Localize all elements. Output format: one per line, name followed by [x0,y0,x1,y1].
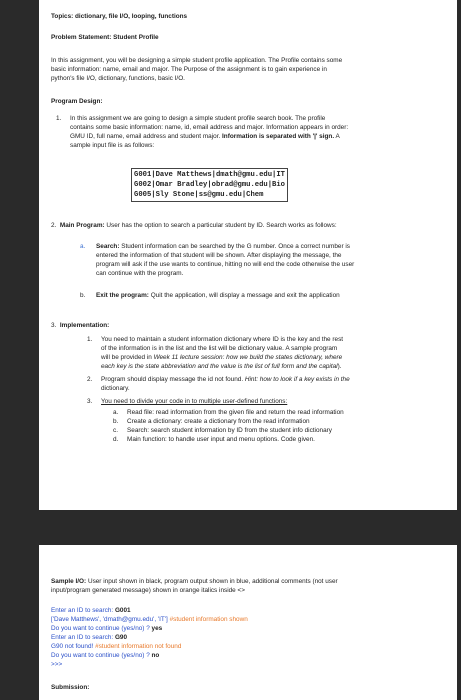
search-line-4: can continue with the program. [96,270,184,277]
design-line-3: GMU ID, full name, email address and student major. Information is separated with '|' sign. A [70,133,340,140]
implementation-item: 3. Implementation: [51,322,110,329]
exit-line: Exit the program: Quit the application, will display a message and exit the application [96,292,340,299]
sub-marker-b: b. [113,418,119,425]
design-number: 1. [56,115,62,122]
submission-heading: Submission: [51,684,90,691]
io-line: Do you want to continue (yes/no) ? no [51,652,160,659]
io-line: ['Dave Matthews', 'dmath@gmu.edu', 'IT'] #student information shown [51,616,248,623]
search-line-3: program will ask if the use wants to continue, hitting no will end the code otherwise the user [96,261,355,268]
sub-marker-c: c. [113,427,118,434]
document-page-2 [39,545,457,700]
impl-1-number: 1. [87,336,93,343]
io-line: Enter an ID to search: G001 [51,607,131,614]
impl-2-number: 2. [87,376,93,383]
io-line: Enter an ID to search: G90 [51,634,128,641]
impl-1-line-1: You need to maintain a student information dictionary where ID is the key and the rest [101,336,344,343]
impl-3-number: 3. [87,398,93,405]
document-page-1 [39,0,457,510]
design-line-2: contains some basic information: name, id, email address and major. Information appears in order: [70,124,349,131]
impl-3-line: You need to divide your code in to multiple user-defined functions: [101,398,288,405]
sub-marker-d: d. [113,436,119,443]
sample-input-file [131,168,288,202]
sample-io-line-2: input/program generated message) shown in orange italics inside <> [51,587,245,594]
problem-text-3: python's file I/O, dictionary, functions, basic I/O. [51,75,185,82]
search-line-2: entered the information of that student will be shown. After displaying the message, the [96,252,342,259]
sub-item-create-dictionary: Create a dictionary: create a dictionary from the read information [127,418,310,425]
problem-text-2: basic information: name, email and major. The Purpose of the assignment is to gain experience in [51,66,327,73]
sub-item-main-function: Main function: to handle user input and menu options. Code given. [127,436,315,443]
impl-2-line-1: Program should display message the id not found. Hint: how to look if a key exists in the [101,376,350,383]
sub-item-search: Search: search student information by ID from the student info dictionary [127,427,332,434]
io-line: >>> [51,661,63,668]
design-heading: Program Design: [51,98,103,105]
impl-1-line-2: of the information is in the list and the list will be dictionary value. A sample program [101,345,338,352]
impl-2-line-2: dictionary. [101,385,130,392]
io-line: Do you want to continue (yes/no) ? yes [51,625,163,632]
search-marker: a. [80,243,86,250]
sample-io-line-1: Sample I/O: User input shown in black, program output shown in blue, additional comments (not user [51,578,338,585]
problem-text-1: In this assignment, you will be designing a simple student profile application. The Profile contains some [51,57,343,64]
design-line-4: sample input file is as follows: [70,142,155,149]
code-line: G002|Omar Bradley|obrad@gmu.edu|Bio [134,181,285,189]
code-line: G001|Dave Matthews|dmath@gmu.edu|IT [134,171,285,179]
sub-item-read-file: Read file: read information from the given file and return the read information [127,409,344,416]
main-program-item: 2. Main Program: User has the option to search a particular student by ID. Search works as follows: [51,222,337,229]
problem-heading: Problem Statement: Student Profile [51,34,159,41]
topics-line: Topics: dictionary, file I/O, looping, functions [51,13,188,20]
search-line-1: Search: Student information can be searched by the G number. Once a correct number is [96,243,350,250]
exit-marker: b. [80,292,86,299]
design-line-1: In this assignment we are going to design a simple student profile search book. The profile [70,115,326,122]
sub-marker-a: a. [113,409,119,416]
code-line: G005|Sly Stone|ss@gmu.edu|Chem [134,191,264,199]
impl-1-line-3: will be provided in Week 11 lecture session: how we build the states dictionary, where [101,354,343,361]
io-line: G90 not found! #student information not found [51,643,182,650]
impl-1-line-4: each key is the state abbreviation and the value is the list of full form and the capital). [101,363,342,370]
